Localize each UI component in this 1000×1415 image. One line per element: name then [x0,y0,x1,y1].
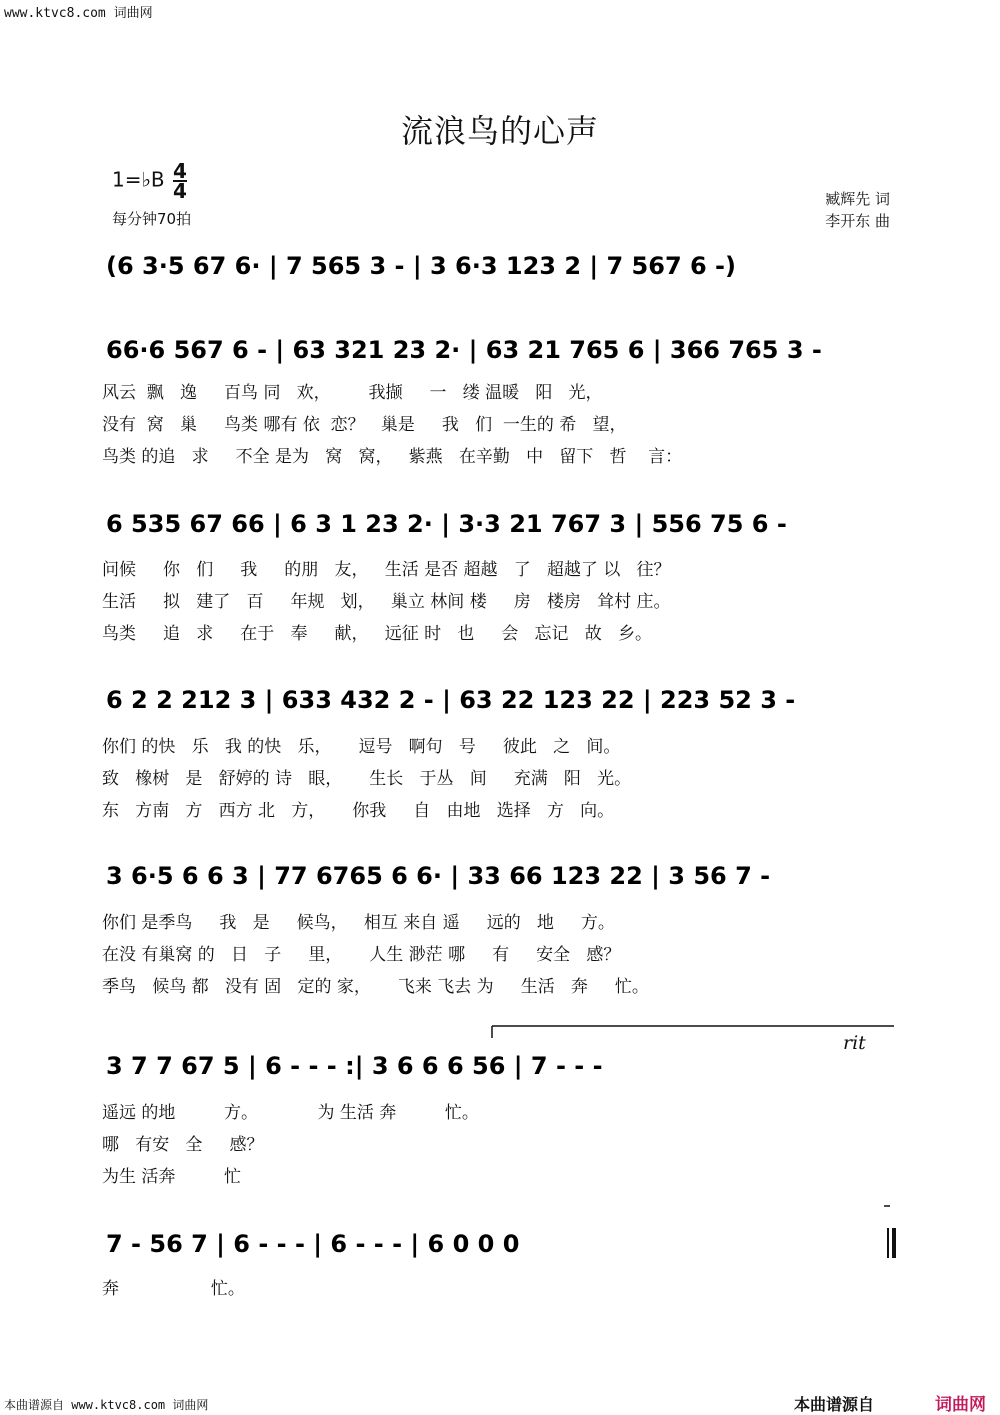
score-line-3 [100,502,900,550]
lyric-line: 你们 是季鸟 我 是 候鸟， 相互 来自 遥 远的 地 方。 [102,913,615,933]
lyric-line: 在没 有巢窝 的 日 子 里， 人生 渺茫 哪 有 安全 感？ [102,945,621,965]
lyric-line: 鸟类 的追 求 不全 是为 窝 窝， 紫燕 在辛勤 中 留下 哲 言： [102,447,683,467]
notation-text: 3 6·5 6 6 3 | 77 6765 6 6· | 33 66 123 22 | 3 56 7 - [106,862,771,890]
lyric-line: 问候 你 们 我 的朋 友， 生活 是否 超越 了 超越了 以 往？ [102,560,671,580]
lyric-line: 风云 飘 逸 百鸟 同 欢， 我撷 一 缕 温暖 阳 光， [102,383,603,403]
key-label: 1=♭B [112,167,165,192]
lyric-line: 为生 活奔 忙 [102,1167,242,1187]
lyric-line: 遥远 的地 方。 为 生活 奔 忙。 [102,1103,479,1123]
notation-text: 3 7 7 67 5 | 6 - - - :| 3 6 6 6 56 | 7 - - - [106,1052,603,1080]
score-line-6 [100,1044,900,1092]
score-line-2 [100,328,900,376]
site-watermark-top: www.ktvc8.com 词曲网 [4,6,153,21]
notation-svg-5 [100,854,900,902]
notation-text: 7 - 56 7 | 6 - - - | 6 - - - | 6 0 0 0 [106,1230,520,1258]
lyric-line: 哪 有安 全 感？ [102,1135,264,1155]
notation-svg-1 [100,244,900,292]
score-line-4 [100,678,900,726]
notation-svg-4 [100,678,900,726]
score-line-1 [100,244,900,292]
score-line-5 [100,854,900,902]
lyric-line: 生活 拟 建了 百 年规 划， 巢立 林间 楼 房 楼房 耸村 庄。 [102,592,671,612]
rit-marking: rit [843,1032,866,1054]
key-signature [112,159,187,203]
lyric-line: 东 方南 方 西方 北 方， 你我 自 由地 选择 方 向。 [102,801,615,821]
song-title: 流浪鸟的心声 [400,112,599,150]
lyric-line: 致 橡树 是 舒婷的 诗 眼， 生长 于丛 间 充满 阳 光。 [102,769,632,789]
footer-source-right: 本曲谱源自 [793,1395,874,1414]
lyric-line: 奔 忙。 [102,1279,245,1299]
composer-credit: 李开东 曲 [825,212,890,230]
meter-top: 4 [173,159,187,183]
site-logo[interactable]: 词曲网 [935,1395,986,1415]
score-line-7 [100,1222,900,1270]
notation-svg-7 [100,1222,900,1270]
lyric-line: 没有 窝 巢 鸟类 哪有 依 恋？ 巢是 我 们 一生的 希 望， [102,415,627,435]
notation-text: 6 2 2 212 3 | 633 432 2 - | 63 22 123 22 | 223 52 3 - [106,686,796,714]
lyricist-credit: 臧辉先 词 [825,190,890,208]
notation-text: 66·6 567 6 - | 63 321 23 2· | 63 21 765 6 | 366 765 3 - [106,336,822,364]
footer-source: 本曲谱源自 www.ktvc8.com 词曲网 [4,1398,209,1412]
time-signature [173,159,187,203]
notation-svg-3 [100,502,900,550]
lyric-line: 鸟类 追 求 在于 奉 献， 远征 时 也 会 忘记 故 乡。 [102,624,652,644]
notation-text: 6 535 67 66 | 6 3 1 23 2· | 3·3 21 767 3 | 556 75 6 - [106,510,787,538]
lyric-line: 季鸟 候鸟 都 没有 固 定的 家， 飞来 飞去 为 生活 奔 忙。 [102,977,649,997]
lyric-line: 你们 的快 乐 我 的快 乐， 逗号 啊句 号 彼此 之 间。 [102,737,621,757]
notation-svg-2 [100,328,900,376]
notation-svg-6 [100,1044,900,1092]
tempo-marking: 每分钟70拍 [112,210,192,228]
notation-text: (6 3·5 67 6· | 7 565 3 - | 3 6·3 123 2 | 7 567 6 -) [106,252,736,280]
meter-bottom: 4 [173,179,187,203]
